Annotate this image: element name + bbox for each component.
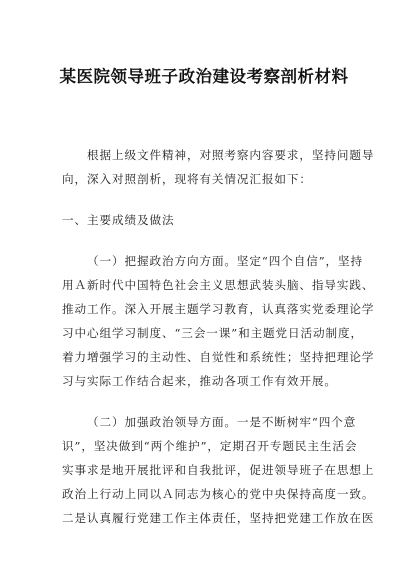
para-2-line-2: 识”，坚决做到“两个维护”，定期召开专题民主生活会 [62, 439, 358, 453]
para-1-line-6: 习与实际工作结合起来，推动各项工作有效开展。 [62, 374, 337, 388]
section-heading: 一、主要成绩及做法 [62, 213, 175, 227]
intro-line-1: 根据上级文件精神，对照考察内容要求，坚持问题导 [87, 148, 375, 162]
para-2-line-1: （二）加强政治领导方面。一是不断树牢“四个意 [87, 415, 357, 429]
para-2-line-4: 政治上行动上同以Ａ同志为核心的党中央保持高度一致。 [62, 487, 375, 501]
para-2-line-5: 二是认真履行党建工作主体责任，坚持把党建工作放在医 [62, 511, 375, 525]
para-1-line-5: 着力增强学习的主动性、自觉性和系统性；坚持把理论学 [62, 350, 375, 364]
para-1-line-1: （一）把握政治方向方面。坚定“四个自信”，坚持 [87, 254, 364, 268]
para-2-line-3: 实事求是地开展批评和自我批评，促进领导班子在思想上 [62, 463, 375, 477]
intro-line-2: 向，深入对照剖析，现将有关情况汇报如下： [62, 172, 312, 186]
para-1-line-3: 推动工作。深入开展主题学习教育，认真落实党委理论学 [62, 302, 375, 316]
para-1-line-4: 习中心组学习制度、“三会一课”和主题党日活动制度， [62, 326, 364, 340]
document-title: 某医院领导班子政治建设考察剖析材料 [59, 67, 349, 86]
para-1-line-2: 用Ａ新时代中国特色社会主义思想武装头脑、指导实践、 [62, 278, 375, 292]
